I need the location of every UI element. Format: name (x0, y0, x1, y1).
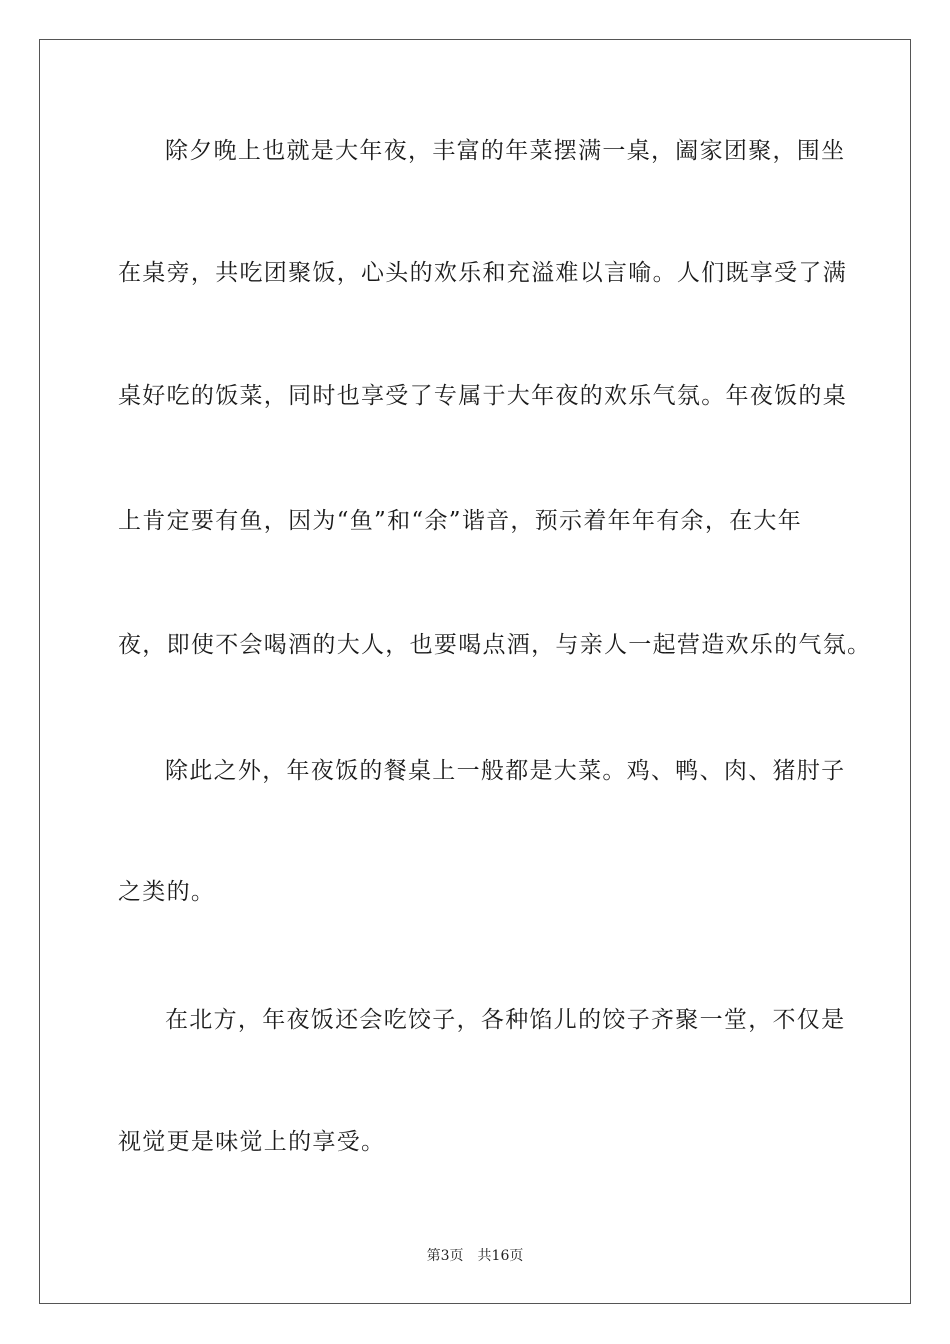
paragraph-1-line-3: 桌好吃的饭菜，同时也享受了专属于大年夜的欢乐气氛。年夜饭的桌 (118, 383, 847, 409)
paragraph-2-line-1: 除此之外，年夜饭的餐桌上一般都是大菜。鸡、鸭、肉、猪肘子 (165, 758, 846, 784)
paragraph-1-line-4: 上肯定要有鱼，因为“鱼”和“余”谐音，预示着年年有余，在大年 (118, 508, 803, 534)
paragraph-1-line-2: 在桌旁，共吃团聚饭，心头的欢乐和充溢难以言喻。人们既享受了满 (118, 260, 847, 286)
page-footer (0, 1246, 950, 1266)
paragraph-3-line-2: 视觉更是味觉上的享受。 (118, 1129, 386, 1155)
page-frame (39, 39, 911, 1304)
paragraph-1-line-1: 除夕晚上也就是大年夜，丰富的年菜摆满一桌，阖家团聚，围坐 (165, 138, 846, 164)
page-number: 第3页 (426, 1248, 464, 1264)
paragraph-2-line-2: 之类的。 (118, 879, 216, 905)
paragraph-3-line-1: 在北方，年夜饭还会吃饺子，各种馅儿的饺子齐聚一堂，不仅是 (165, 1007, 846, 1033)
page-total: 共16页 (477, 1248, 524, 1264)
paragraph-1-line-5: 夜，即使不会喝酒的大人，也要喝点酒，与亲人一起营造欢乐的气氛。 (118, 632, 872, 658)
